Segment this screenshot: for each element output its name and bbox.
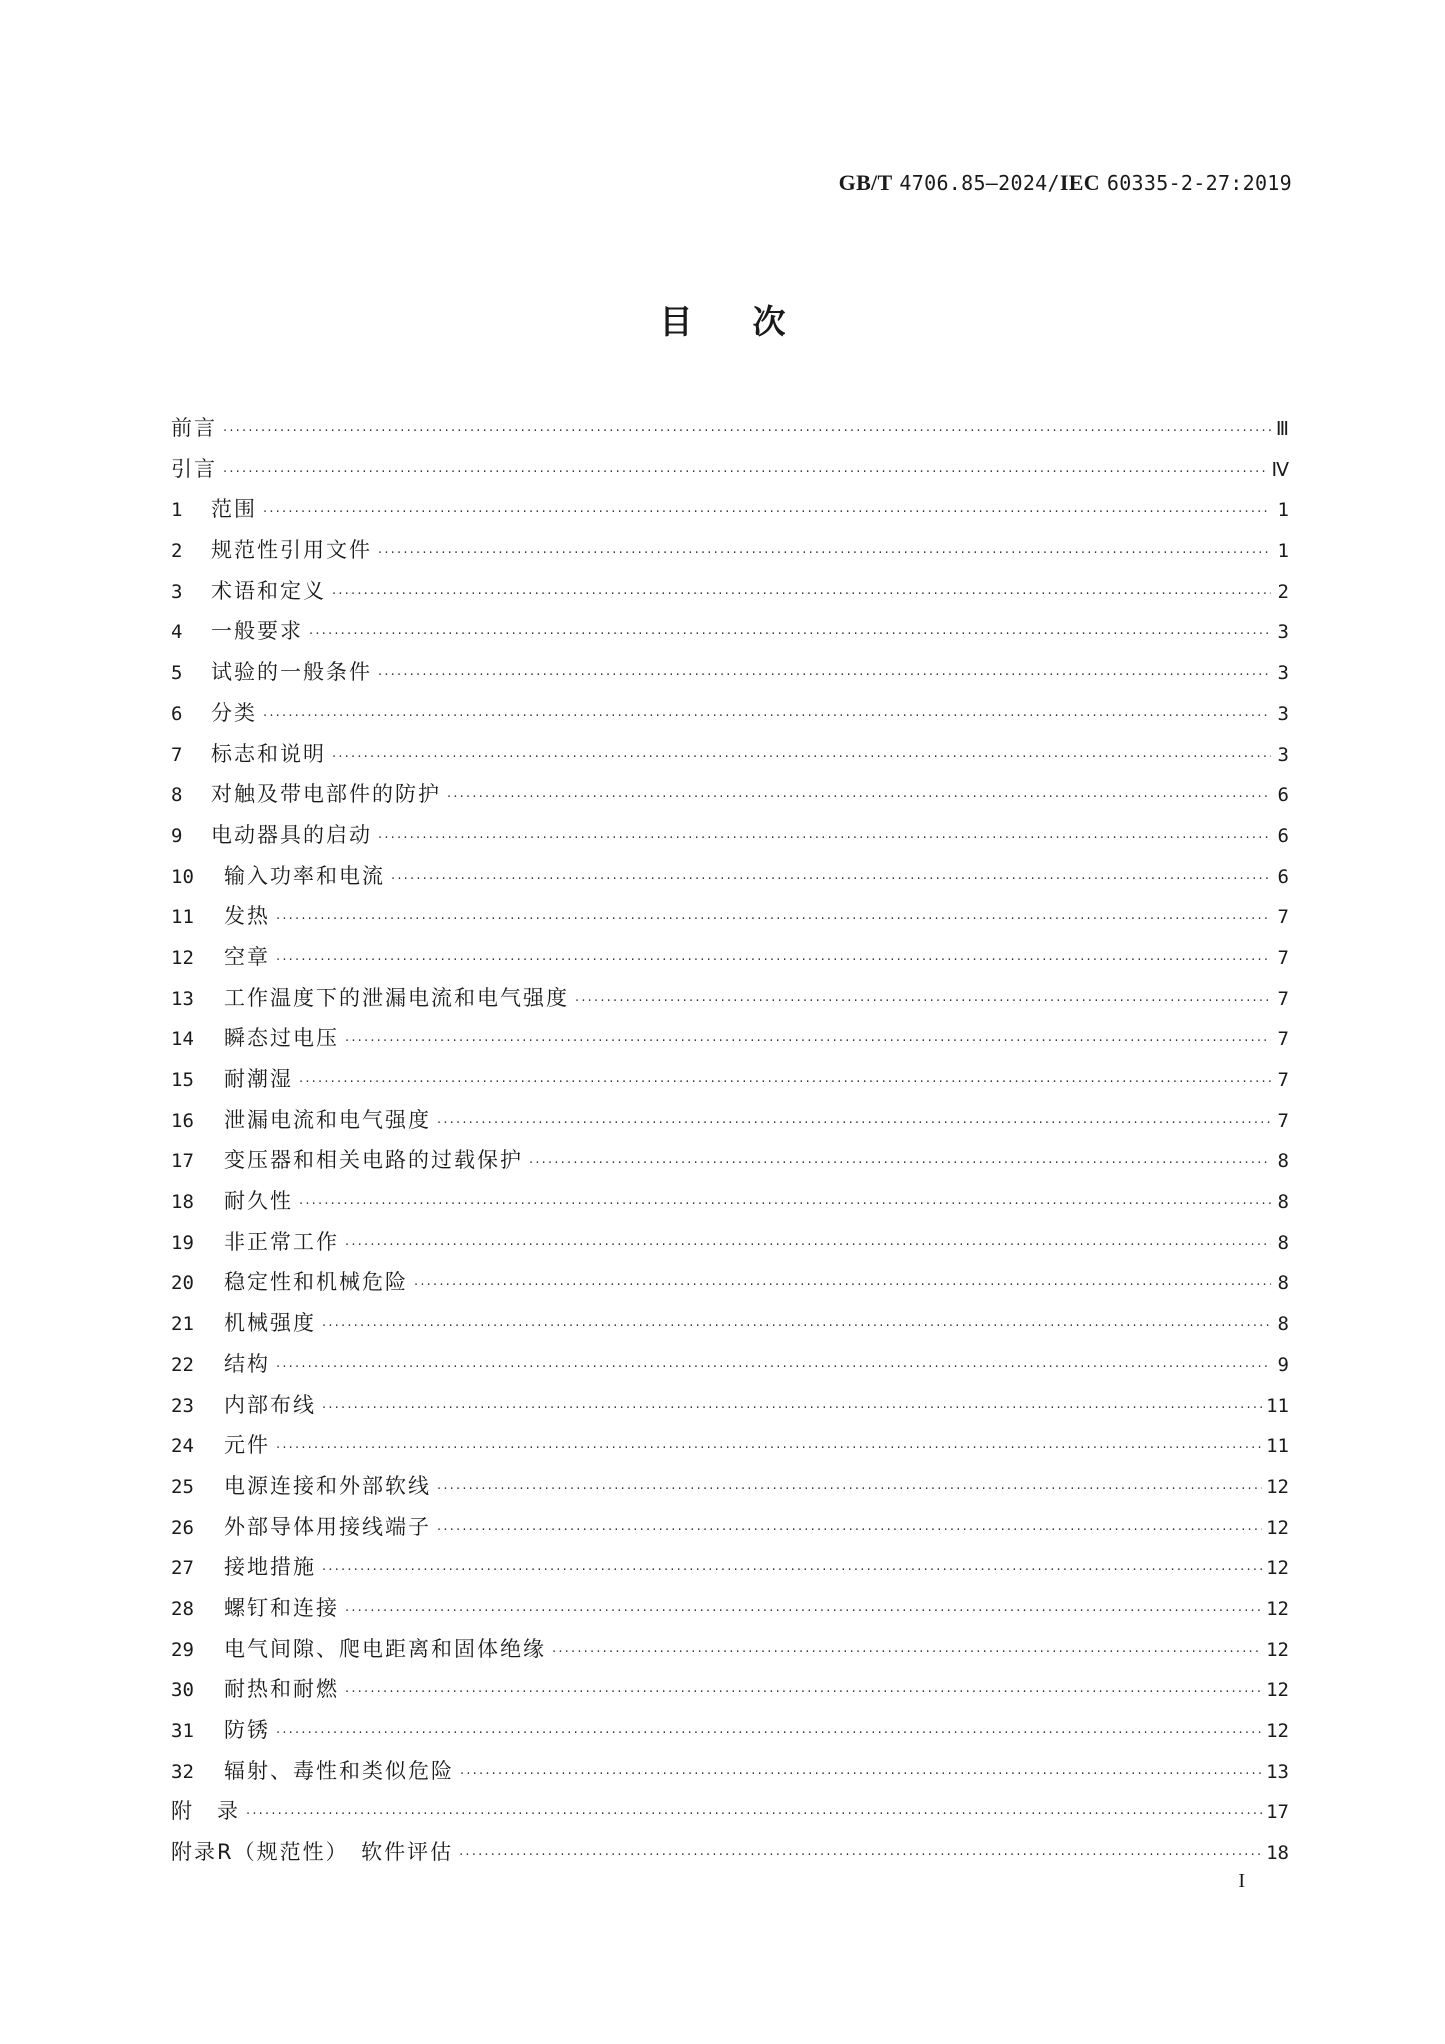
- toc-entry-number: 14: [171, 1028, 194, 1051]
- toc-entry-label: 范围: [211, 497, 257, 522]
- toc-leader-dots: [263, 505, 1271, 520]
- toc-entry-label: 耐久性: [224, 1189, 293, 1214]
- toc-entry-number: 23: [171, 1394, 194, 1417]
- toc-entry-page: 1: [1277, 540, 1289, 563]
- toc-entry-page: 12: [1266, 1720, 1289, 1742]
- toc-entry[interactable]: [171, 1511, 1289, 1552]
- toc-leader-dots: [437, 1523, 1262, 1538]
- toc-entry[interactable]: [171, 1022, 1289, 1063]
- toc-entry[interactable]: [171, 819, 1289, 860]
- toc-entry-page: 12: [1266, 1557, 1289, 1580]
- toc-entry-number: 13: [171, 987, 194, 1010]
- toc-entry-label: 非正常工作: [224, 1229, 339, 1254]
- toc-entry-label: 前言: [171, 416, 217, 440]
- toc-entry-number: 26: [171, 1516, 194, 1539]
- toc-entry-number: 2: [171, 540, 183, 563]
- toc-leader-dots: [391, 872, 1271, 887]
- toc-entry-page: 7: [1277, 1069, 1289, 1091]
- toc-entry-label: 电气间隙、爬电距离和固体绝缘: [224, 1636, 546, 1661]
- toc-leader-dots: [552, 1645, 1262, 1660]
- standard-prefix: GB/T: [838, 170, 893, 195]
- toc-entry[interactable]: [171, 656, 1289, 697]
- toc-leader-dots: [345, 1034, 1271, 1049]
- toc-leader-dots: [345, 1238, 1271, 1253]
- toc-entry-page: 3: [1277, 662, 1289, 685]
- toc-leader-dots: [437, 1116, 1271, 1131]
- toc-entry[interactable]: [171, 1104, 1289, 1145]
- toc-entry-number: 22: [171, 1353, 194, 1376]
- toc-entry-label: 分类: [211, 700, 257, 725]
- toc-entry[interactable]: [171, 941, 1289, 982]
- toc-entry-page: 2: [1277, 580, 1289, 603]
- table-of-contents: [171, 412, 1289, 1877]
- toc-entry-page: 12: [1266, 1475, 1289, 1498]
- toc-entry[interactable]: [171, 1836, 1289, 1877]
- toc-entry-page: 1: [1277, 499, 1289, 522]
- toc-leader-dots: [322, 1563, 1262, 1578]
- toc-entry-page: 12: [1266, 1597, 1289, 1620]
- toc-entry-label: 螺钉和连接: [224, 1595, 339, 1620]
- toc-entry-number: 1: [171, 499, 183, 522]
- toc-entry-page: 9: [1277, 1353, 1289, 1376]
- toc-entry-label: 电动器具的启动: [211, 822, 372, 847]
- toc-leader-dots: [447, 790, 1271, 805]
- toc-entry-label: 工作温度下的泄漏电流和电气强度: [224, 985, 569, 1010]
- toc-leader-dots: [309, 627, 1271, 642]
- toc-entry-page: 8: [1277, 1313, 1289, 1336]
- standard-code: [839, 170, 1292, 196]
- toc-entry-label: 附 录: [171, 1799, 240, 1824]
- toc-entry-page: 17: [1266, 1801, 1289, 1824]
- toc-leader-dots: [378, 831, 1271, 846]
- toc-leader-dots: [332, 750, 1271, 765]
- toc-leader-dots: [276, 1726, 1262, 1741]
- toc-entry[interactable]: [171, 1714, 1289, 1755]
- toc-entry[interactable]: [171, 1185, 1289, 1226]
- toc-entry-label: 标志和说明: [211, 741, 326, 766]
- toc-leader-dots: [223, 465, 1267, 480]
- toc-entry-number: 10: [171, 865, 194, 888]
- toc-entry-page: 3: [1277, 621, 1289, 644]
- toc-entry[interactable]: [171, 412, 1289, 453]
- toc-entry-label: 耐热和耐燃: [224, 1677, 339, 1702]
- toc-entry-number: 19: [171, 1231, 194, 1254]
- toc-entry[interactable]: [171, 1429, 1289, 1470]
- toc-entry-page: 8: [1277, 1272, 1289, 1295]
- toc-entry-label: 防锈: [224, 1718, 270, 1742]
- toc-entry-number: 18: [171, 1191, 194, 1214]
- toc-entry-page: Ⅲ: [1275, 418, 1289, 440]
- toc-entry-label: 发热: [224, 904, 270, 929]
- toc-entry[interactable]: [171, 493, 1289, 534]
- toc-entry-label: 稳定性和机械危险: [224, 1270, 408, 1295]
- toc-leader-dots: [276, 953, 1271, 968]
- toc-entry[interactable]: [171, 1633, 1289, 1674]
- toc-entry-number: 5: [171, 662, 183, 685]
- toc-leader-dots: [529, 1156, 1271, 1171]
- toc-entry-label: 结构: [224, 1351, 270, 1376]
- toc-entry-page: 11: [1266, 1394, 1289, 1417]
- toc-entry[interactable]: [171, 1389, 1289, 1430]
- toc-entry[interactable]: [171, 1755, 1289, 1796]
- toc-leader-dots: [378, 668, 1271, 683]
- toc-entry[interactable]: [171, 1673, 1289, 1714]
- toc-leader-dots: [414, 1278, 1271, 1293]
- toc-entry[interactable]: [171, 1551, 1289, 1592]
- toc-entry-number: 25: [171, 1475, 194, 1498]
- toc-entry-page: 8: [1277, 1191, 1289, 1214]
- toc-entry-label: 耐潮湿: [224, 1067, 293, 1091]
- toc-entry-number: 7: [171, 743, 183, 766]
- toc-entry-number: 8: [171, 784, 183, 807]
- toc-entry-number: 20: [171, 1272, 194, 1295]
- toc-entry-number: 24: [171, 1435, 194, 1458]
- toc-leader-dots: [263, 709, 1271, 724]
- toc-entry-number: 4: [171, 621, 183, 644]
- toc-entry[interactable]: [171, 1307, 1289, 1348]
- toc-leader-dots: [460, 1767, 1262, 1782]
- toc-entry[interactable]: [171, 860, 1289, 901]
- toc-entry-page: 6: [1277, 824, 1289, 847]
- toc-entry-number: 6: [171, 702, 183, 725]
- toc-entry-label: 术语和定义: [211, 578, 326, 603]
- toc-entry-label: 一般要求: [211, 619, 303, 644]
- toc-entry[interactable]: [171, 615, 1289, 656]
- toc-leader-dots: [276, 1360, 1271, 1375]
- toc-entry-page: 12: [1266, 1516, 1289, 1539]
- toc-entry-page: 7: [1277, 987, 1289, 1010]
- page-number: I: [1238, 1870, 1245, 1892]
- toc-entry[interactable]: [171, 1144, 1289, 1185]
- page-title: 目次: [659, 302, 846, 341]
- toc-entry[interactable]: [171, 697, 1289, 738]
- toc-entry-label: 变压器和相关电路的过载保护: [224, 1148, 523, 1173]
- toc-leader-dots: [322, 1319, 1271, 1334]
- toc-entry-label: 元件: [224, 1433, 270, 1458]
- toc-entry-page: 8: [1277, 1150, 1289, 1173]
- toc-leader-dots: [459, 1848, 1262, 1863]
- toc-entry-number: 11: [171, 906, 194, 929]
- toc-entry-label: 电源连接和外部软线: [224, 1473, 431, 1498]
- toc-leader-dots: [345, 1604, 1262, 1619]
- toc-entry[interactable]: [171, 738, 1289, 779]
- toc-entry[interactable]: [171, 1795, 1289, 1836]
- toc-entry-label: 规范性引用文件: [211, 538, 372, 563]
- toc-entry-number: 12: [171, 946, 194, 969]
- toc-entry-number: 9: [171, 824, 183, 847]
- toc-entry[interactable]: [171, 778, 1289, 819]
- toc-entry[interactable]: [171, 900, 1289, 941]
- toc-entry-page: 3: [1277, 743, 1289, 766]
- toc-entry[interactable]: [171, 1063, 1289, 1104]
- toc-entry-label: 试验的一般条件: [211, 660, 372, 685]
- toc-entry-number: 3: [171, 580, 183, 603]
- toc-entry-label: 辐射、毒性和类似危险: [224, 1758, 454, 1783]
- toc-entry[interactable]: [171, 575, 1289, 616]
- toc-leader-dots: [345, 1685, 1262, 1700]
- toc-leader-dots: [276, 912, 1271, 927]
- toc-entry-label: 引言: [171, 456, 217, 481]
- toc-entry-page: 12: [1266, 1679, 1289, 1702]
- toc-entry[interactable]: [171, 1592, 1289, 1633]
- toc-leader-dots: [299, 1197, 1271, 1212]
- toc-entry-number: 15: [171, 1069, 194, 1091]
- toc-entry-page: 12: [1266, 1638, 1289, 1661]
- toc-entry-page: 6: [1277, 784, 1289, 807]
- toc-entry-page: 11: [1266, 1435, 1289, 1458]
- toc-leader-dots: [437, 1482, 1262, 1497]
- toc-entry[interactable]: [171, 1470, 1289, 1511]
- toc-entry-number: 32: [171, 1760, 194, 1783]
- toc-entry[interactable]: [171, 982, 1289, 1023]
- toc-entry-page: 8: [1277, 1231, 1289, 1254]
- toc-leader-dots: [322, 1401, 1262, 1416]
- toc-entry-label: 附录R（规范性） 软件评估: [171, 1840, 454, 1865]
- toc-entry[interactable]: [171, 1226, 1289, 1267]
- toc-entry-label: 泄漏电流和电气强度: [224, 1107, 431, 1132]
- toc-leader-dots: [332, 587, 1271, 602]
- toc-entry-number: 27: [171, 1557, 194, 1580]
- toc-entry-label: 内部布线: [224, 1392, 316, 1417]
- toc-entry-page: 6: [1277, 865, 1289, 888]
- toc-leader-dots: [378, 546, 1271, 561]
- toc-leader-dots: [299, 1075, 1271, 1090]
- toc-entry-label: 机械强度: [224, 1311, 316, 1336]
- toc-entry-page: 7: [1277, 1109, 1289, 1132]
- toc-entry[interactable]: [171, 1266, 1289, 1307]
- toc-entry-number: 21: [171, 1313, 194, 1336]
- toc-entry-page: 7: [1277, 906, 1289, 929]
- toc-entry-label: 接地措施: [224, 1555, 316, 1580]
- toc-entry-label: 对触及带电部件的防护: [211, 782, 441, 807]
- toc-entry-number: 16: [171, 1109, 194, 1132]
- toc-entry-label: 瞬态过电压: [224, 1026, 339, 1051]
- toc-entry-number: 17: [171, 1150, 194, 1173]
- toc-entry-label: 外部导体用接线端子: [224, 1514, 431, 1539]
- toc-leader-dots: [223, 424, 1271, 439]
- toc-entry-number: 28: [171, 1597, 194, 1620]
- toc-entry-page: 18: [1266, 1842, 1289, 1865]
- toc-leader-dots: [246, 1807, 1262, 1822]
- standard-number: 4706.85—2024/: [899, 171, 1060, 195]
- toc-entry-page: 13: [1266, 1760, 1289, 1783]
- toc-entry-label: 输入功率和电流: [224, 863, 385, 888]
- toc-entry-page: 3: [1277, 702, 1289, 725]
- toc-entry-page: 7: [1277, 1028, 1289, 1051]
- toc-entry[interactable]: [171, 1348, 1289, 1389]
- toc-entry-number: 29: [171, 1638, 194, 1661]
- toc-leader-dots: [575, 994, 1271, 1009]
- toc-entry-label: 空章: [224, 944, 270, 969]
- toc-entry-page: 7: [1277, 946, 1289, 969]
- toc-leader-dots: [276, 1441, 1262, 1456]
- toc-entry-number: 31: [171, 1720, 194, 1742]
- toc-entry-number: 30: [171, 1679, 194, 1702]
- toc-entry[interactable]: [171, 453, 1289, 494]
- iec-number: 60335-2-27:2019: [1106, 171, 1292, 195]
- iec-prefix: IEC: [1059, 170, 1100, 195]
- toc-entry-page: Ⅳ: [1271, 458, 1289, 481]
- toc-entry[interactable]: [171, 534, 1289, 575]
